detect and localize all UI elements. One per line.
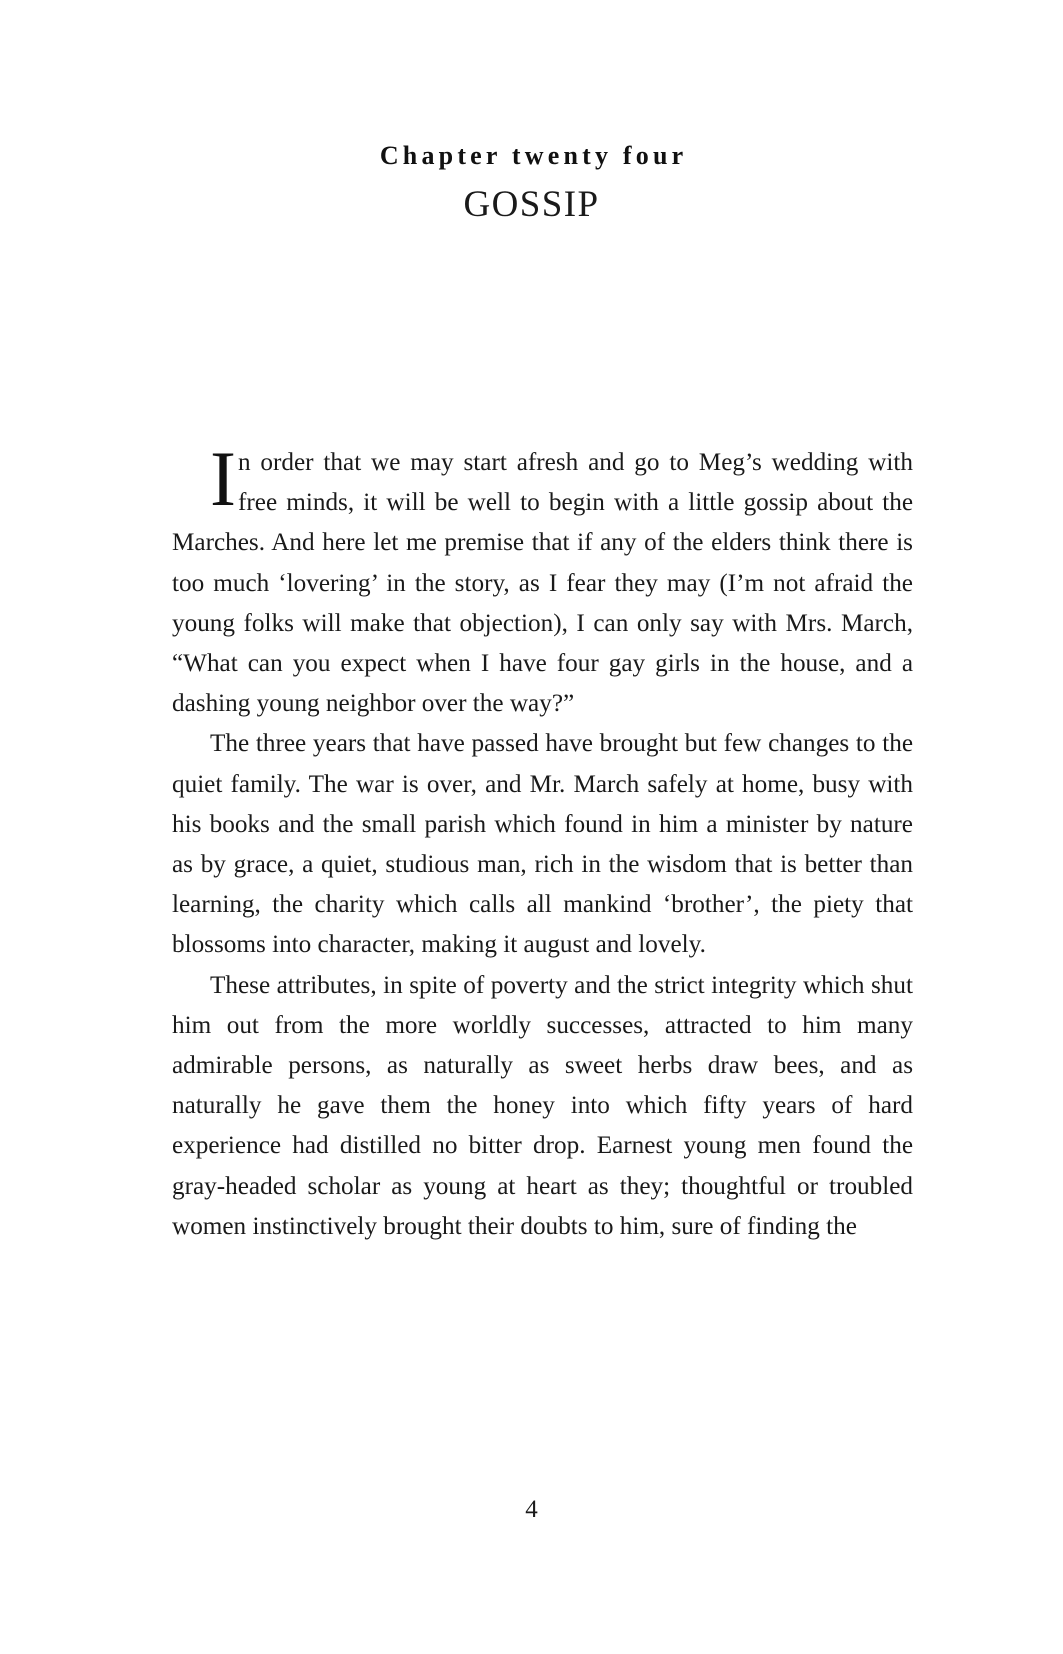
paragraph-2-text: The three years that have passed have brought but few changes to the quiet family. The war is over, and Mr. March safely at home, busy with his books and the small parish which found in him a minister by nature as by grace, a quiet, studious man, rich in the wisdom that is better than learning, the charity which calls all mankind ‘brother’, the piety that blossoms into character, making it august and lovely.: [172, 730, 913, 959]
paragraph-1: [172, 435, 913, 724]
paragraph-3-text: These attributes, in spite of poverty and the strict integrity which shut him out from the more worldly successes, attracted to him many admirable persons, as naturally as sweet herbs draw bees, and as naturally he gave them the honey into which fifty years of hard experience had distilled no bitter drop. Earnest young men found the gray-headed scholar as young at heart as they; thoughtful or troubled women instinctively brought their doubts to him, sure of finding the: [172, 971, 913, 1240]
page-number: 4: [525, 1496, 538, 1523]
paragraph-3: [172, 966, 913, 1247]
paragraph-1-text: n order that we may start afresh and go to Meg’s wedding with free minds, it will be well to begin with a little gossip about the Marches. And here let me premise that if any of the elders think there is too much ‘lovering’ in the story, as I fear they may (I’m not afraid the young folks will make that objection), I can only say with Mrs. March, “What can you expect when I have four gay girls in the house, and a dashing young neighbor over the way?”: [172, 449, 913, 718]
body-text-column: [172, 435, 913, 1247]
chapter-heading: [0, 142, 1063, 225]
chapter-title: GOSSIP: [463, 183, 600, 225]
drop-cap-letter: I: [210, 435, 236, 522]
paragraph-2: [172, 724, 913, 965]
chapter-label: Chapter twenty four: [379, 141, 688, 170]
